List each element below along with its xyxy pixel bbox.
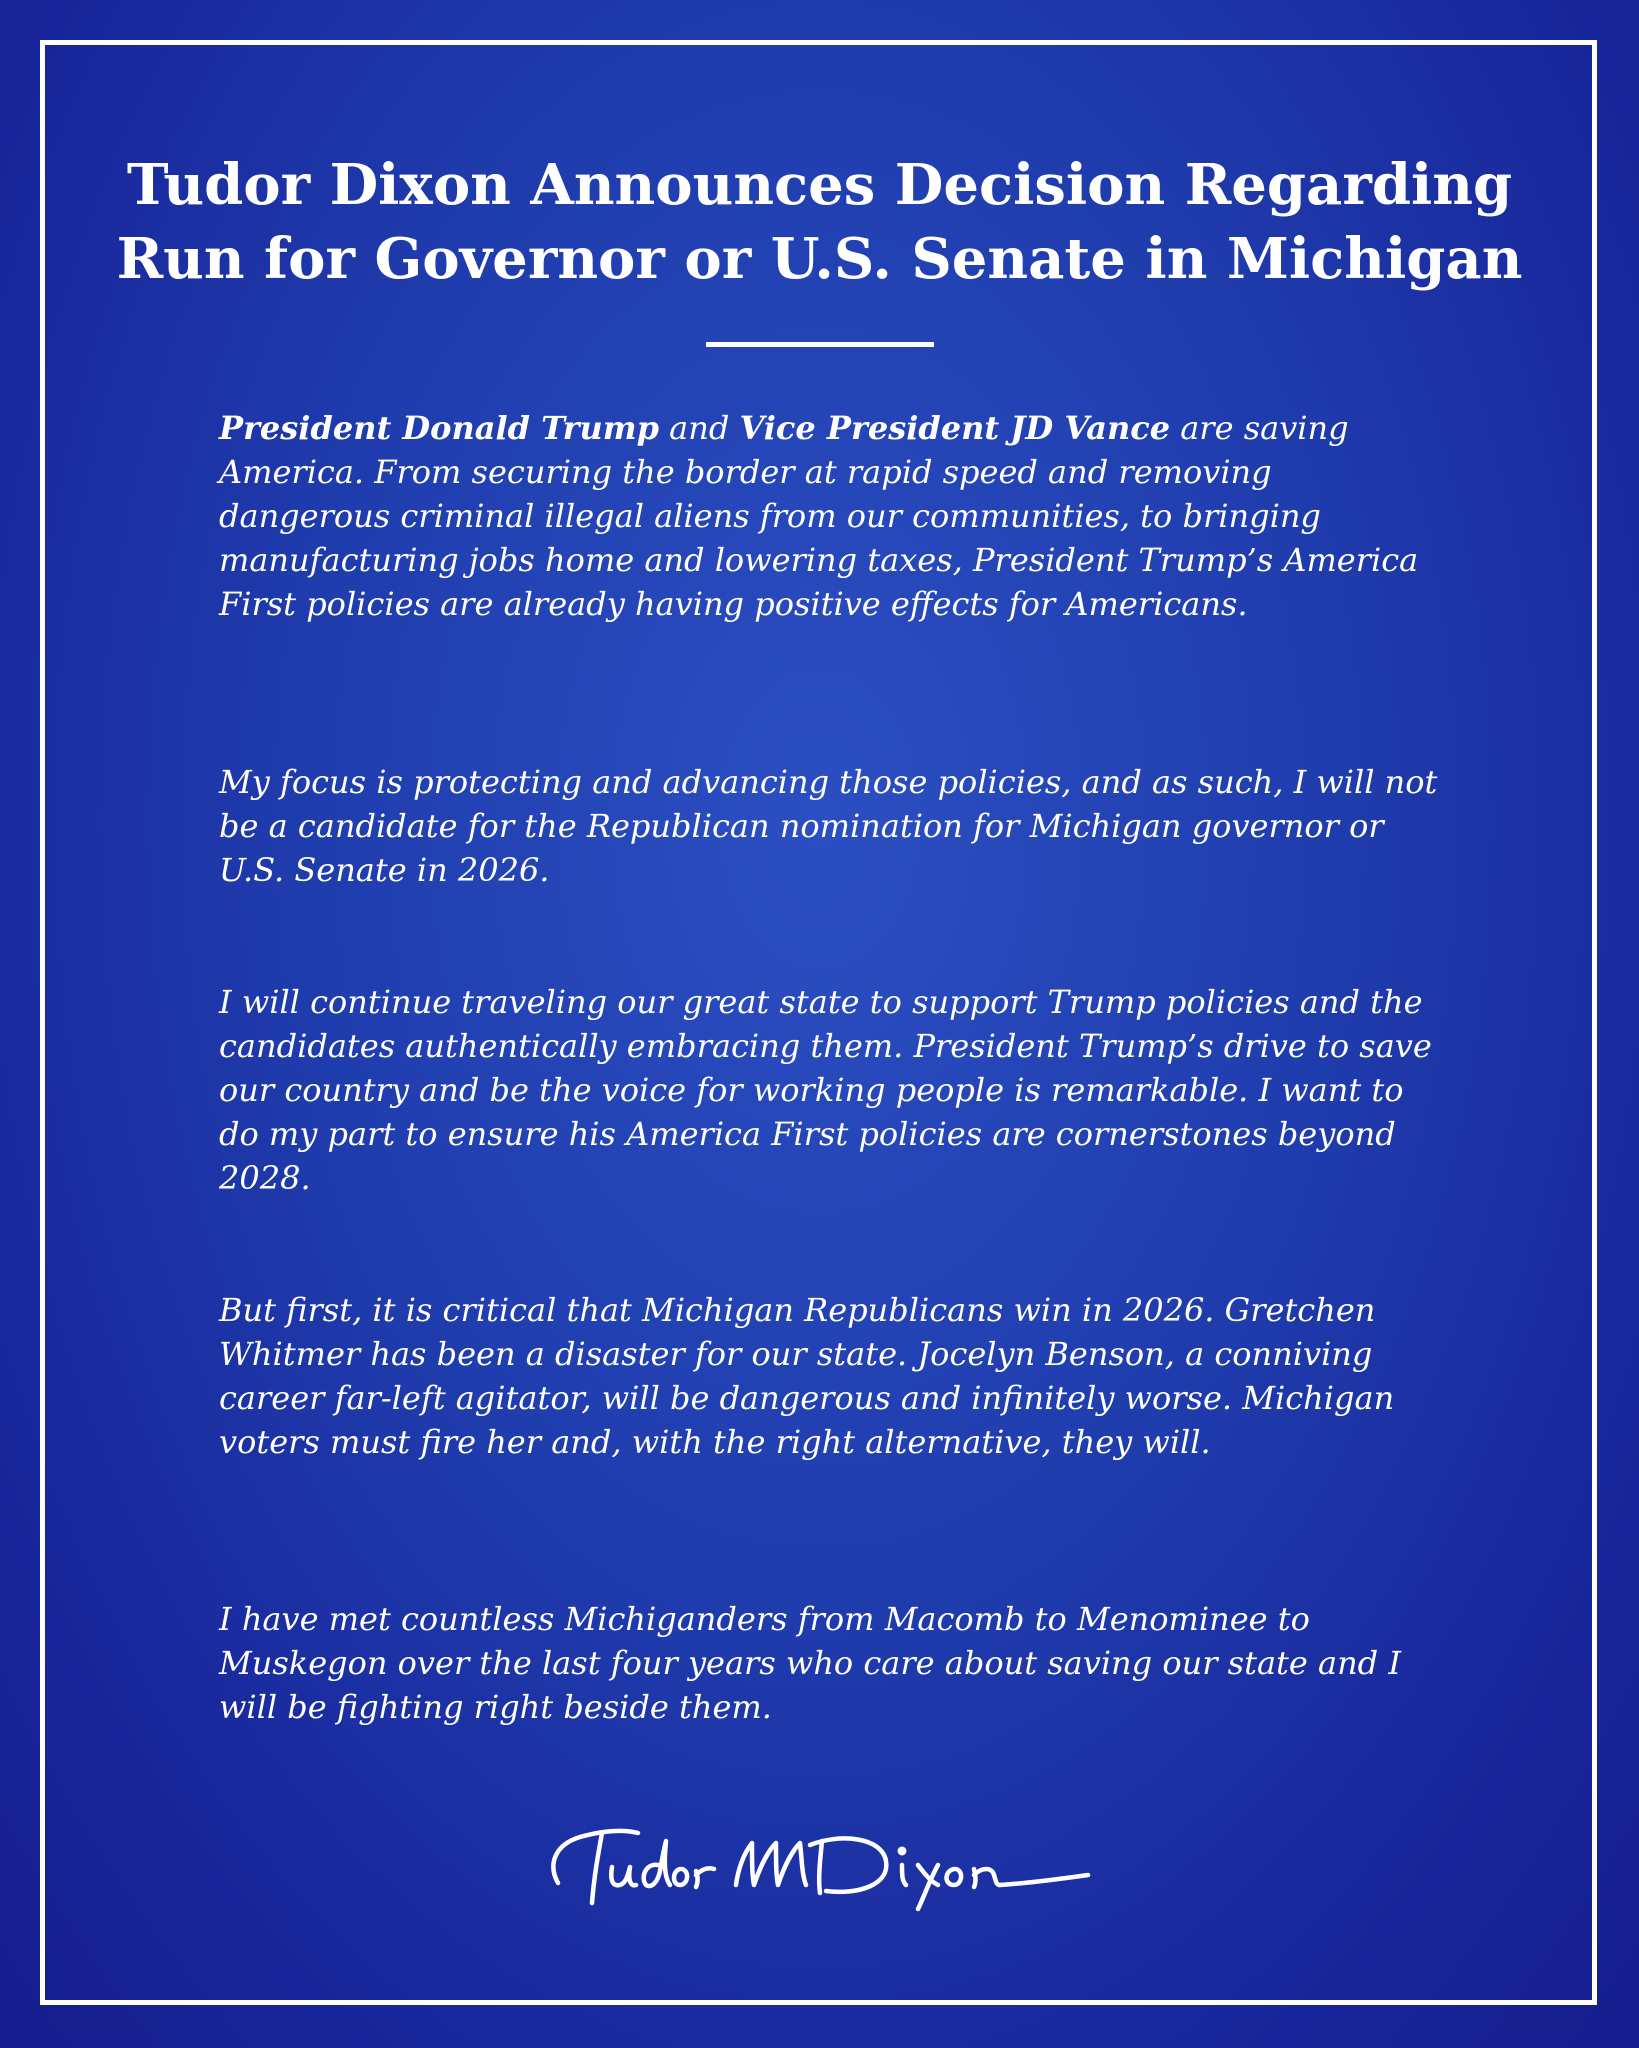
paragraph-2 — [219, 760, 1449, 892]
title-line-2: Run for Governor or U.S. Senate in Michigan — [116, 226, 1523, 292]
handwritten-signature — [540, 1805, 1100, 1915]
title-divider — [706, 342, 934, 347]
paragraph-1-text: are saving America. From securing the border at rapid speed and removing dangerous criminal illegal aliens from our communities, to bringing manufacturing jobs home and lowering taxes, President Trump’s America First policies are already having positive effects for Americans. — [219, 409, 1419, 623]
paragraph-5 — [219, 1597, 1449, 1729]
bold-name-vance: Vice President JD Vance — [739, 409, 1171, 447]
title-line-1: Tudor Dixon Announces Decision Regarding — [126, 152, 1513, 218]
paragraph-3-text: I will continue traveling our great state to support Trump policies and the candidates authentically embracing them. President Trump’s drive to save our country and be the voice for working people is remarkable. I want to do my part to ensure his America First policies are cornerstones beyond 2028. — [219, 983, 1432, 1197]
page-title — [0, 148, 1639, 296]
paragraph-4-text: But first, it is critical that Michigan Republicans win in 2026. Gretchen Whitmer has been a disaster for our state. Jocelyn Benson, a conniving career far-left agitator, will be dangerous and infinitely worse. Michigan voters must fire her and, with the right alternative, they will. — [219, 1291, 1395, 1461]
paragraph-1-connector: and — [658, 409, 740, 447]
paragraph-5-text: I have met countless Michiganders from Macomb to Menominee to Muskegon over the last four years who care about saving our state and I will be fighting right beside them. — [219, 1600, 1401, 1726]
paragraph-2-text: My focus is protecting and advancing those policies, and as such, I will not be a candidate for the Republican nomination for Michigan governor or U.S. Senate in 2026. — [219, 763, 1438, 889]
bold-name-trump: President Donald Trump — [219, 409, 659, 447]
paragraph-1 — [219, 406, 1449, 626]
paragraph-4 — [219, 1288, 1449, 1464]
paragraph-3 — [219, 980, 1449, 1200]
